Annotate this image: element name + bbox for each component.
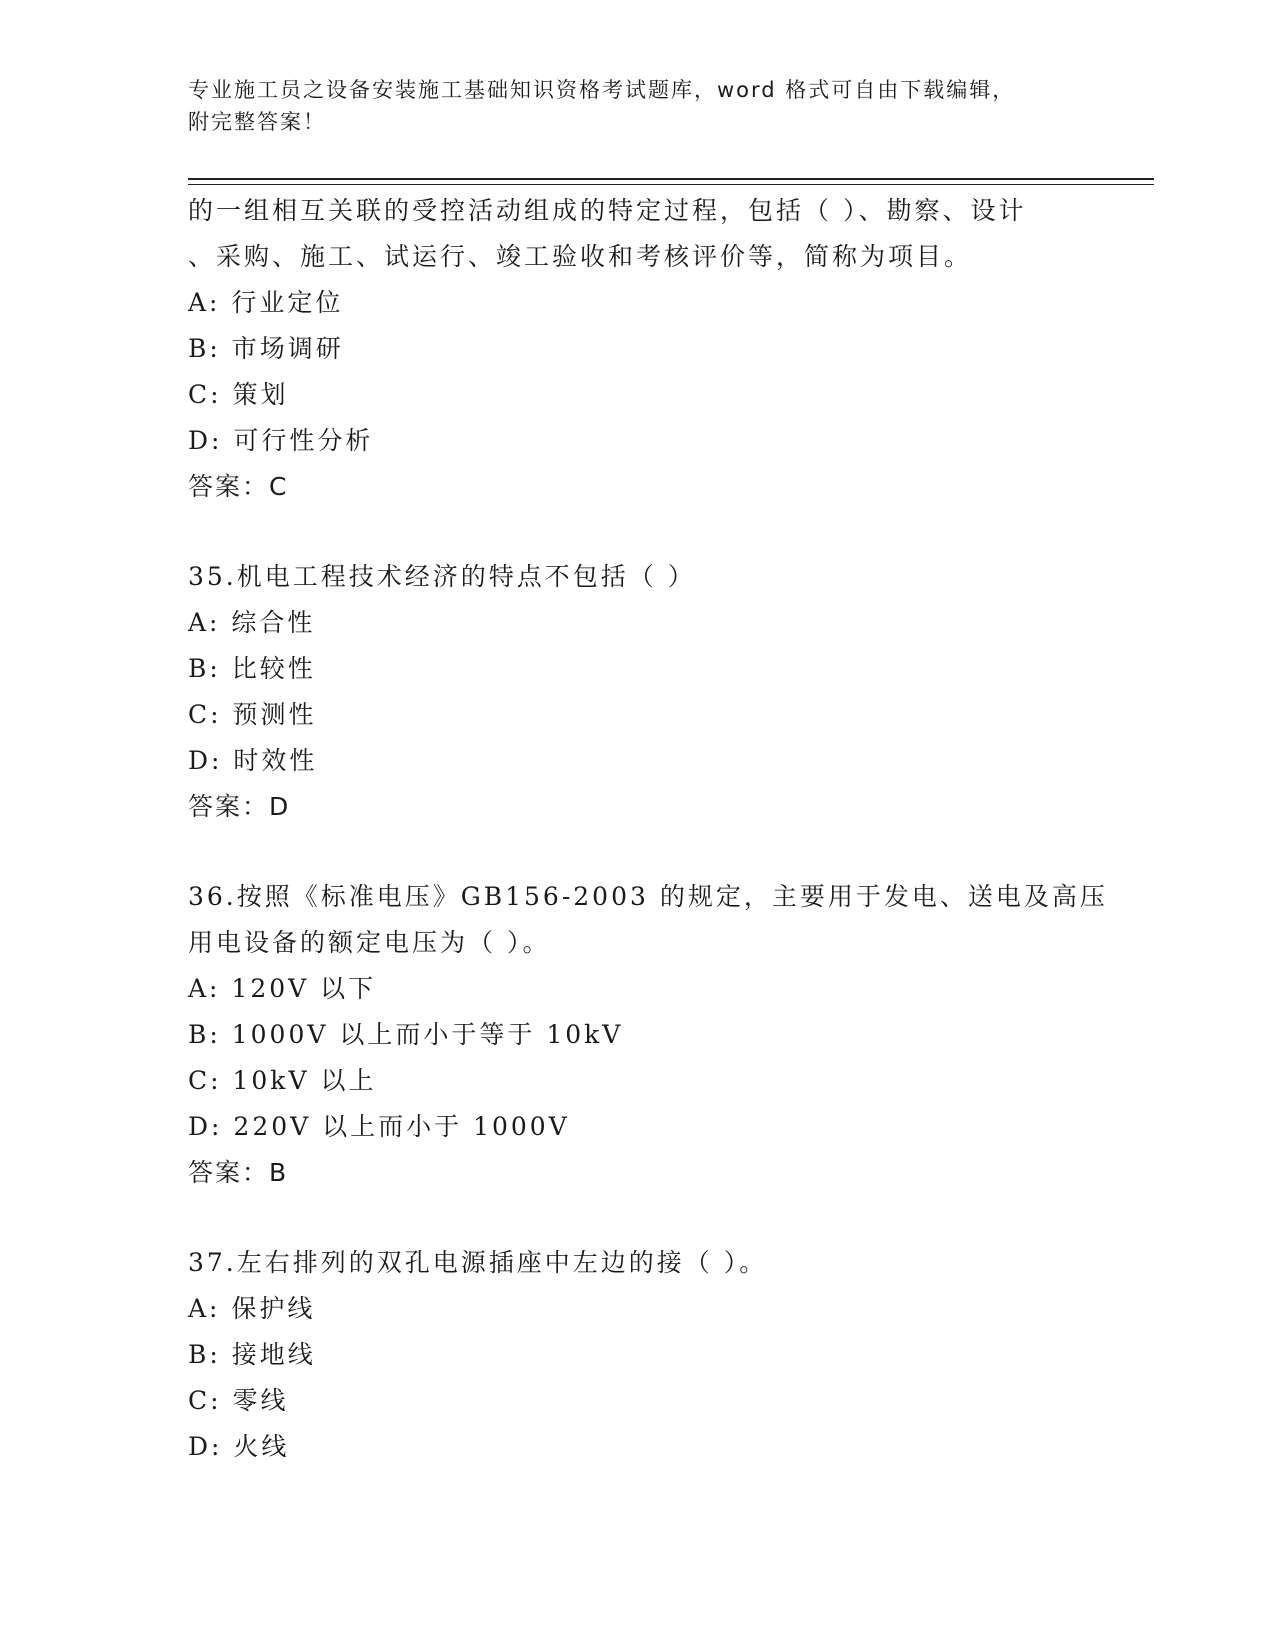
question-block (188, 874, 1118, 1196)
option-d: D: 时效性 (188, 746, 318, 775)
question-text: 、采购、施工、试运行、竣工验收和考核评价等，简称为项目。 (188, 242, 973, 271)
option-c: C: 10kV 以上 (188, 1066, 377, 1095)
question-block (188, 188, 1118, 510)
question-list (188, 188, 1118, 1470)
answer: 答案：C (188, 472, 289, 501)
header-divider-thick (188, 178, 1154, 180)
document-header (188, 74, 1088, 138)
option-d: D: 可行性分析 (188, 426, 374, 455)
option-b: B: 接地线 (188, 1340, 316, 1369)
option-b: B: 市场调研 (188, 334, 344, 363)
option-a: A: 行业定位 (188, 288, 344, 317)
option-a: A: 综合性 (188, 608, 316, 637)
option-a: A: 120V 以下 (188, 974, 377, 1003)
answer: 答案：D (188, 792, 291, 821)
option-b: B: 1000V 以上而小于等于 10kV (188, 1020, 624, 1049)
option-d: D: 火线 (188, 1432, 290, 1461)
option-c: C: 预测性 (188, 700, 317, 729)
question-block (188, 554, 1118, 830)
option-b: B: 比较性 (188, 654, 316, 683)
question-text: 用电设备的额定电压为（ ）。 (188, 928, 551, 957)
option-c: C: 策划 (188, 380, 289, 409)
option-d: D: 220V 以上而小于 1000V (188, 1112, 570, 1141)
question-text: 36.按照《标准电压》GB156-2003 的规定，主要用于发电、送电及高压 (188, 882, 1108, 911)
question-text: 37.左右排列的双孔电源插座中左边的接（ ）。 (188, 1248, 768, 1277)
header-divider-thin (188, 184, 1154, 185)
header-line-1: 专业施工员之设备安装施工基础知识资格考试题库，word 格式可自由下载编辑， (188, 78, 1016, 102)
option-a: A: 保护线 (188, 1294, 316, 1323)
question-block (188, 1240, 1118, 1470)
answer: 答案：B (188, 1158, 289, 1187)
question-text: 35.机电工程技术经济的特点不包括（ ） (188, 562, 696, 591)
question-text: 的一组相互关联的受控活动组成的特定过程，包括（ ）、勘察、设计 (188, 196, 1027, 225)
header-line-2: 附完整答案！ (188, 110, 326, 134)
option-c: C: 零线 (188, 1386, 289, 1415)
